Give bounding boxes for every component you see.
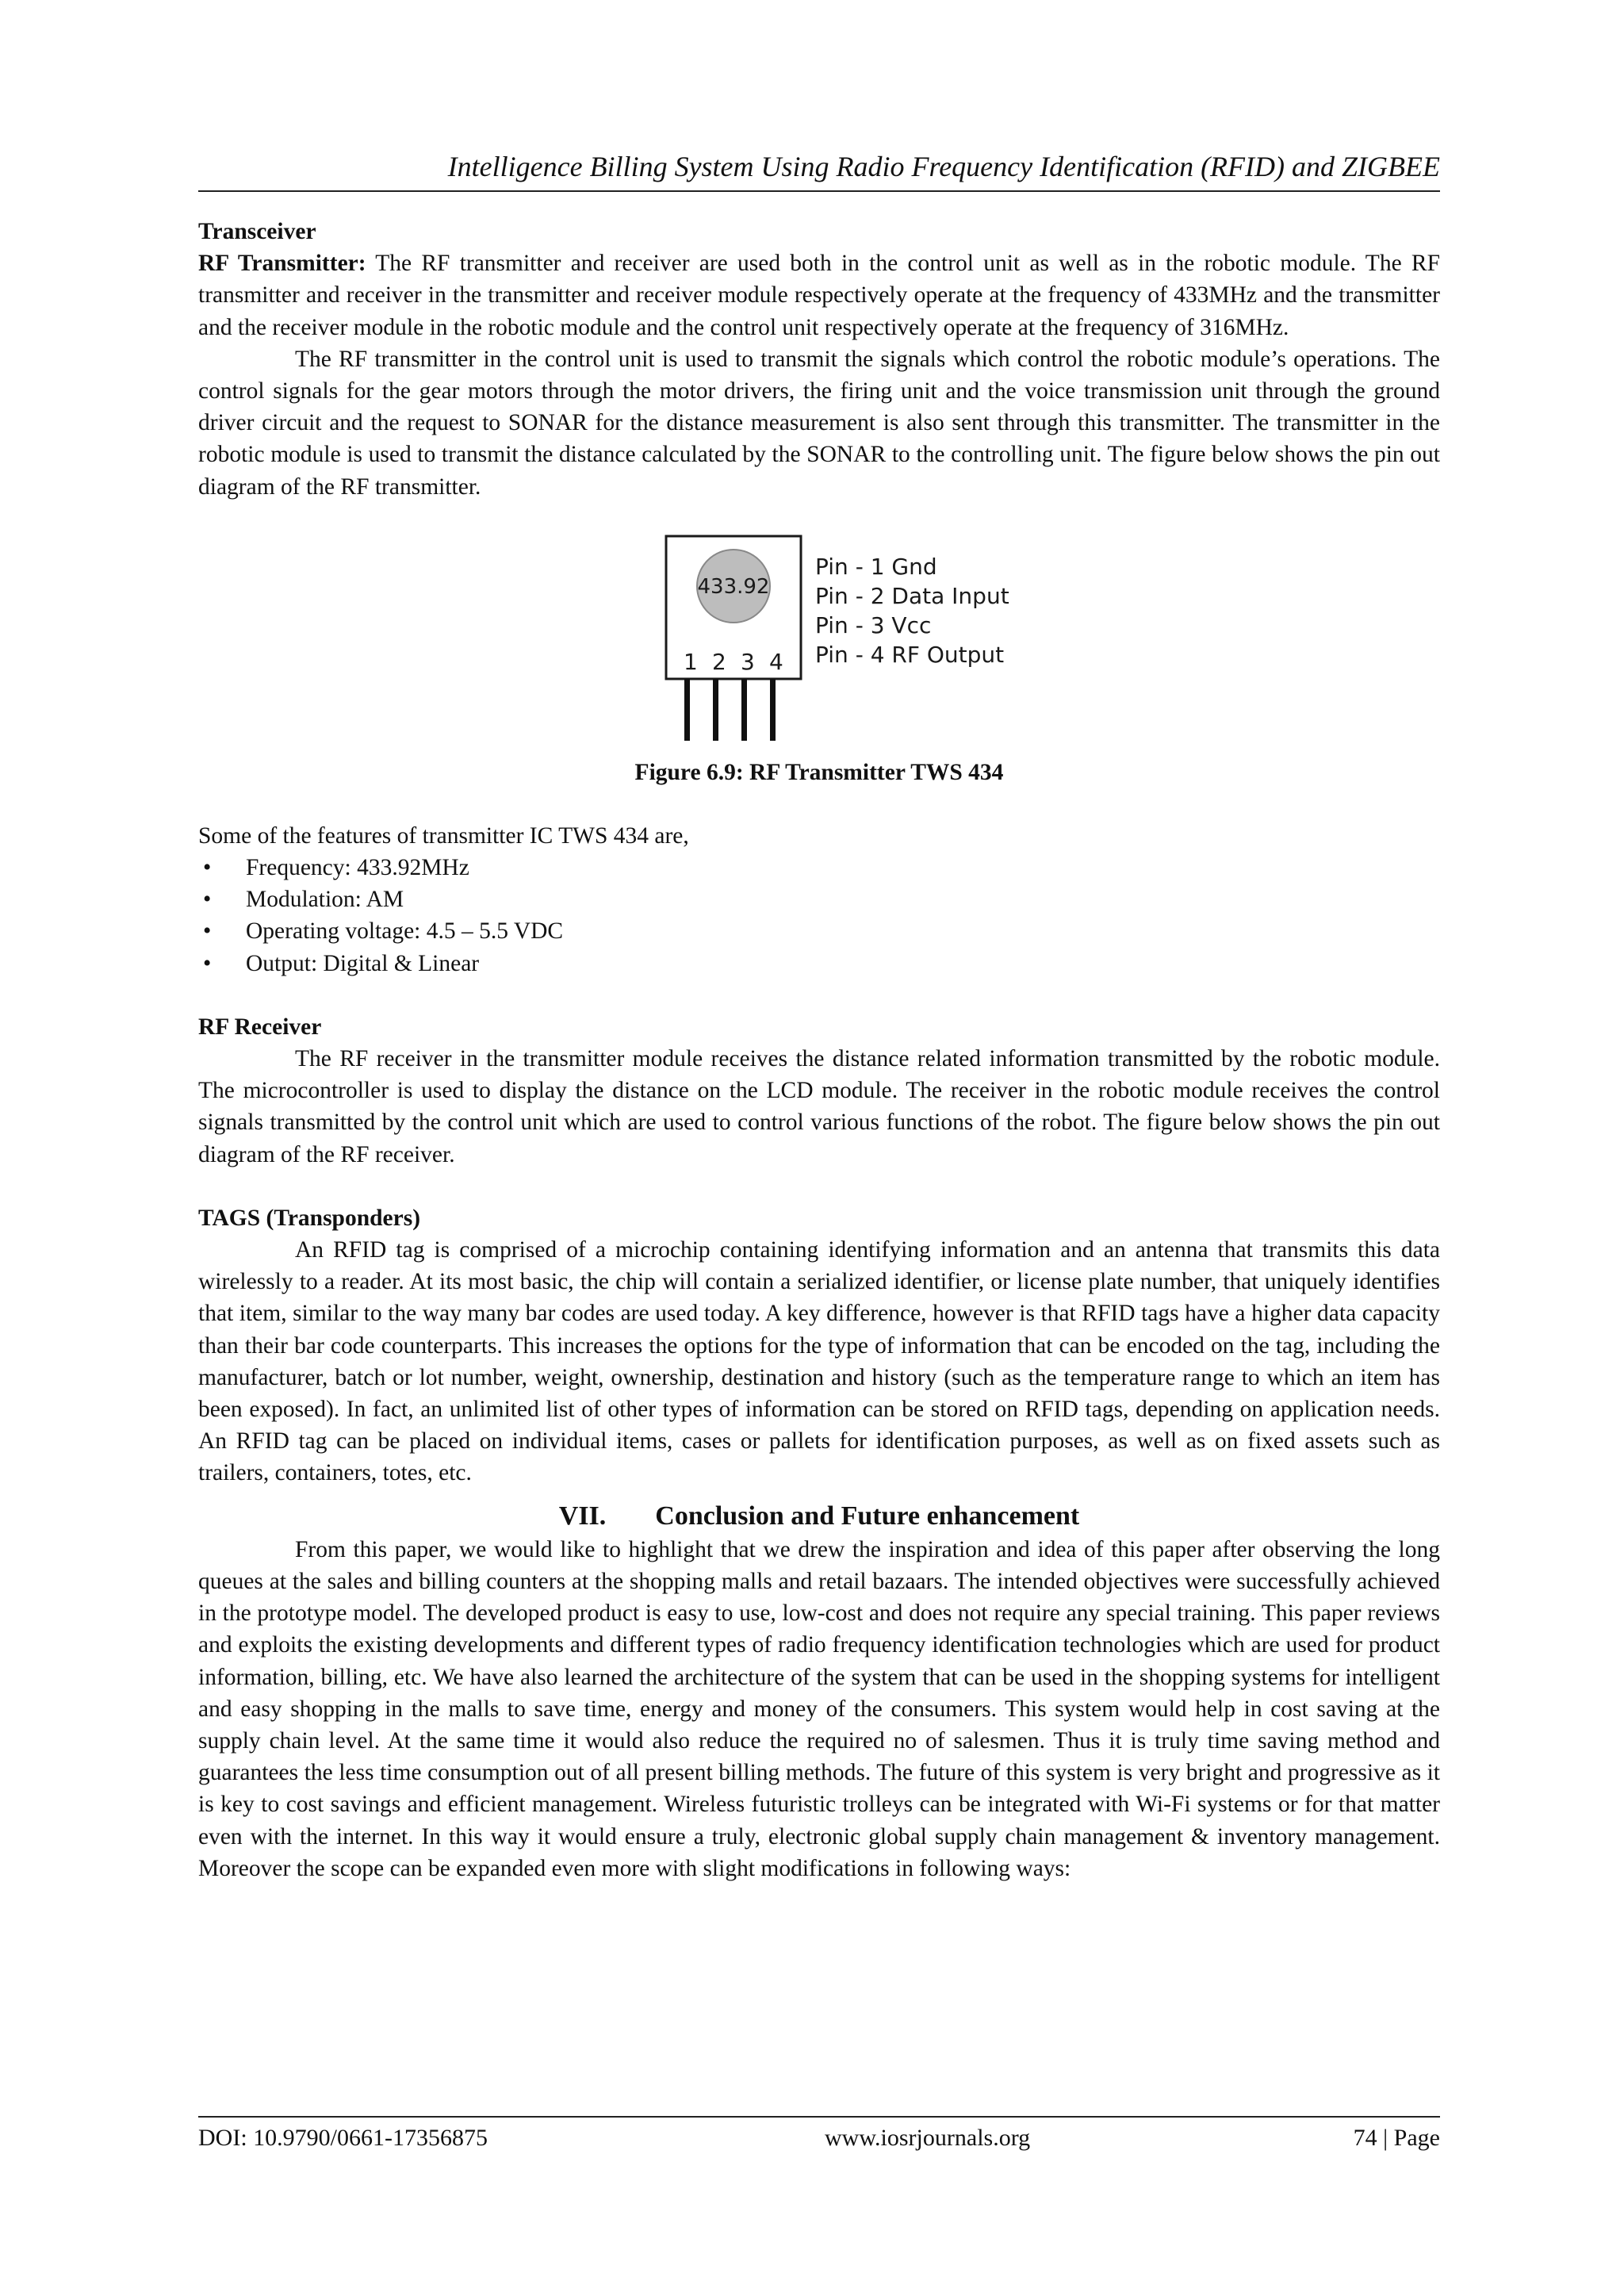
rf-transmitter-text: The RF transmitter and receiver are used both in the control unit as well as in the robotic module. The RF transmitter and receiver in the transmitter and receiver module respectively operate at the frequency of 433MHz and the transmitter and the receiver module in the robotic module and the control unit respectively operate at the frequency of 316MHz. [198,251,1440,340]
pin-number-1: 1 [684,648,698,675]
transceiver-paragraph-2: The RF transmitter in the control unit is used to transmit the signals which control the robotic module’s operations. The control signals for the gear motors through the motor drivers, the firing unit and the voice transmission unit through the ground driver circuit and the request to SONAR for the distance measurement is also sent through this transmitter. The transmitter in the robotic module is used to transmit the distance calculated by the SONAR to the controlling unit. The figure below shows the pin out diagram of the RF transmitter. [198,346,1440,500]
running-header: Intelligence Billing System Using Radio Frequency Identification (RFID) and ZIGBEE [198,149,1440,192]
bullet: • [203,855,212,881]
feature-text: Modulation: AM [246,887,404,913]
section-title: Conclusion and Future enhancement [655,1501,1080,1531]
pin-leg-4 [770,679,776,741]
transceiver-heading: Transceiver [198,219,316,244]
rf-receiver-heading: RF Receiver [198,1014,322,1040]
conclusion-heading [198,1499,1440,1534]
tags-heading: TAGS (Transponders) [198,1205,421,1231]
transceiver-paragraph-1 [198,247,1440,343]
pin-number-4: 4 [769,648,783,675]
features-list [198,852,1440,979]
chip-label: 433.92 [697,574,770,599]
bullet: • [203,918,212,945]
features-intro: Some of the features of transmitter IC TWS 434 are, [198,822,689,849]
feature-text: Output: Digital & Linear [246,950,480,976]
list-item [198,852,1440,884]
footer-doi: DOI: 10.9790/0661-17356875 [198,2125,488,2151]
pin-leg-2 [713,679,718,741]
bullet: • [203,950,212,976]
figure-caption: Figure 6.9: RF Transmitter TWS 434 [634,759,1004,785]
rf-transmitter-label: RF Transmitter: [198,251,366,277]
list-item [198,948,1440,979]
pin-label-2: Pin - 2 Data Input [815,582,1009,609]
pin-label-4: Pin - 4 RF Output [815,641,1005,668]
footer-website: www.iosrjournals.org [825,2125,1031,2151]
figure-rf-transmitter [198,535,1440,757]
pin-leg-1 [684,679,690,741]
footer-page-number: 74 | Page [1353,2125,1440,2151]
bullet: • [203,887,212,913]
conclusion-paragraph: From this paper, we would like to highlight that we drew the inspiration and idea of this paper after observing the long queues at the sales and billing counters at the shopping malls and retail bazaars. The intended objectives were successfully achieved in the prototype model. The developed product is easy to use, low-cost and does not require any special training. This paper reviews and exploits the existing developments and different types of radio frequency identification technologies which are used for product information, billing, etc. We have also learned the architecture of the system that can be used in the shopping systems for intelligent and easy shopping in the malls to save time, energy and money of the consumers. This system would help in cost saving at the supply chain level. At the same time it would also reduce the required no of salesmen. Thus it is truly time saving method and guarantees the less time consumption out of all present billing methods. The future of this system is very bright and progressive as it is key to cost savings and efficient management. Wireless futuristic trolleys can be integrated with Wi-Fi systems or for that matter even with the internet. In this way it would ensure a truly, electronic global supply chain management & inventory management. Moreover the scope can be expanded even more with slight modifications in following ways: [198,1536,1440,1881]
list-item [198,915,1440,947]
tags-paragraph: An RFID tag is comprised of a microchip containing identifying information and an antenna that transmits this data wirelessly to a reader. At its most basic, the chip will contain a serialized identifier, or license plate number, that uniquely identifies that item, similar to the way many bar codes are used today. A key difference, however is that RFID tags have a higher data capacity than their bar code counterparts. This increases the options for the type of information that can be encoded on the tag, including the manufacturer, batch or lot number, weight, ownership, destination and history (such as the temperature range to which an item has been exposed). In fact, an unlimited list of other types of information can be stored on RFID tags, depending on application needs. An RFID tag can be placed on individual items, cases or pallets for identification purposes, as well as on fixed assets such as trailers, containers, totes, etc. [198,1237,1440,1486]
list-item [198,884,1440,915]
feature-text: Frequency: 433.92MHz [246,855,469,881]
page-content [198,149,1440,1884]
pin-number-3: 3 [741,648,755,675]
section-number: VII. [558,1501,607,1531]
rf-receiver-paragraph: The RF receiver in the transmitter module receives the distance related information transmitted by the robotic module. The microcontroller is used to display the distance on the LCD module. The receiver in the robotic module receives the control signals transmitted by the control unit which are used to control various functions of the robot. The figure below shows the pin out diagram of the RF receiver. [198,1046,1440,1167]
pin-label-1: Pin - 1 Gnd [815,553,937,580]
rf-transmitter-diagram [198,535,1440,757]
feature-text: Operating voltage: 4.5 – 5.5 VDC [246,918,564,945]
pin-label-3: Pin - 3 Vcc [815,611,932,638]
pin-number-2: 2 [712,648,726,675]
pin-leg-3 [741,679,747,741]
page-footer [198,2116,1440,2154]
